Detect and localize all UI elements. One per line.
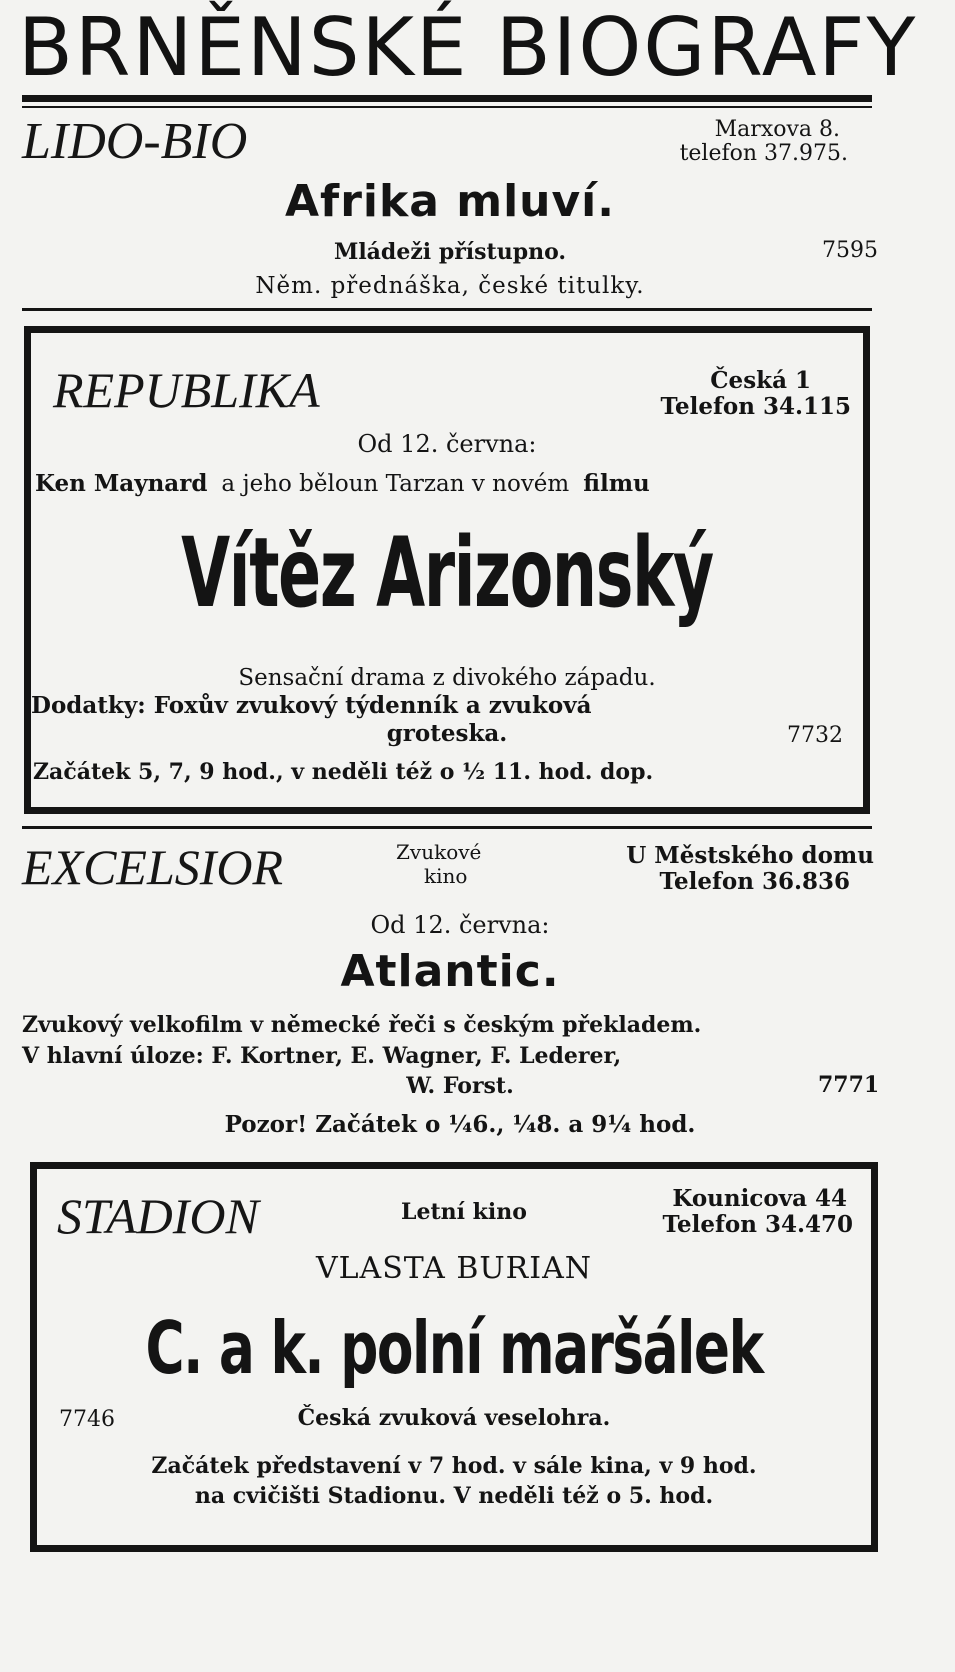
stadion-type: Letní kino — [401, 1199, 527, 1225]
lido-address: Marxova 8. — [714, 117, 840, 142]
excelsior-film-title: Atlantic. — [340, 946, 560, 997]
republika-code: 7732 — [787, 723, 843, 748]
stadion-listing — [30, 1162, 878, 1552]
republika-intro-text: a jeho běloun Tarzan v novém — [221, 471, 570, 497]
excelsior-type-1: Zvukové — [396, 840, 482, 864]
excelsior-type-2: kino — [424, 864, 468, 888]
republika-extras-1: Dodatky: Foxův zvukový týdenník a zvuková — [31, 692, 592, 719]
republika-subtitle: Sensační drama z divokého západu. — [238, 665, 656, 691]
stadion-address: Kounicova 44 — [672, 1185, 847, 1212]
lido-youth-note: Mládeži přístupno. — [333, 239, 567, 265]
lido-language-note: Něm. přednáška, české titulky. — [255, 273, 645, 299]
masthead-title: BRNĚNSKÉ BIOGRAFY — [18, 1, 918, 94]
lido-phone: telefon 37.975. — [679, 141, 848, 166]
excelsior-address: U Městského domu — [626, 842, 874, 869]
lido-bottom-rule — [22, 308, 872, 311]
stadion-code: 7746 — [59, 1407, 115, 1432]
excelsior-date: Od 12. června: — [370, 911, 550, 939]
republika-intro-end: filmu — [583, 470, 650, 497]
republika-extras-2: groteska. — [386, 720, 508, 747]
republika-film-title: Vítěz Arizonský — [181, 517, 713, 629]
stadion-theater-name: STADION — [57, 1188, 259, 1244]
excelsior-times: Pozor! Začátek o ¼6., ¼8. a 9¼ hod. — [224, 1111, 696, 1138]
republika-listing — [24, 326, 870, 814]
stadion-star: VLASTA BURIAN — [315, 1251, 593, 1286]
lido-film-title: Afrika mluví. — [285, 176, 615, 227]
republika-address: Česká 1 — [710, 367, 811, 394]
masthead-rule-thin — [22, 106, 872, 108]
excelsior-code: 7771 — [818, 1072, 880, 1098]
republika-theater-name: REPUBLIKA — [53, 362, 320, 418]
republika-date: Od 12. června: — [357, 430, 537, 458]
stadion-times-2: na cvičišti Stadionu. V neděli též o 5. hod. — [194, 1483, 714, 1509]
excelsior-line-3: W. Forst. — [406, 1073, 514, 1099]
excelsior-line-1: Zvukový velkofilm v německé řeči s českým překladem. — [22, 1012, 702, 1038]
excelsior-theater-name: EXCELSIOR — [22, 839, 284, 895]
stadion-subtitle: Česká zvuková veselohra. — [297, 1405, 611, 1431]
republika-intro-star: Ken Maynard — [35, 470, 208, 497]
republika-phone: Telefon 34.115 — [660, 393, 851, 420]
lido-theater-name: LIDO-BIO — [22, 113, 248, 170]
republika-times: Začátek 5, 7, 9 hod., v neděli též o ½ 11. hod. dop. — [33, 759, 654, 785]
excelsior-top-rule — [22, 826, 872, 829]
stadion-film-title: C. a k. polní maršálek — [145, 1306, 763, 1390]
stadion-phone: Telefon 34.470 — [662, 1211, 853, 1238]
masthead-rule-thick — [22, 95, 872, 102]
stadion-times-1: Začátek představení v 7 hod. v sále kina, v 9 hod. — [151, 1453, 757, 1479]
excelsior-phone: Telefon 36.836 — [659, 868, 850, 895]
republika-intro — [35, 469, 855, 499]
lido-code: 7595 — [822, 238, 878, 263]
excelsior-line-2: V hlavní úloze: F. Kortner, E. Wagner, F. Lederer, — [22, 1043, 622, 1069]
